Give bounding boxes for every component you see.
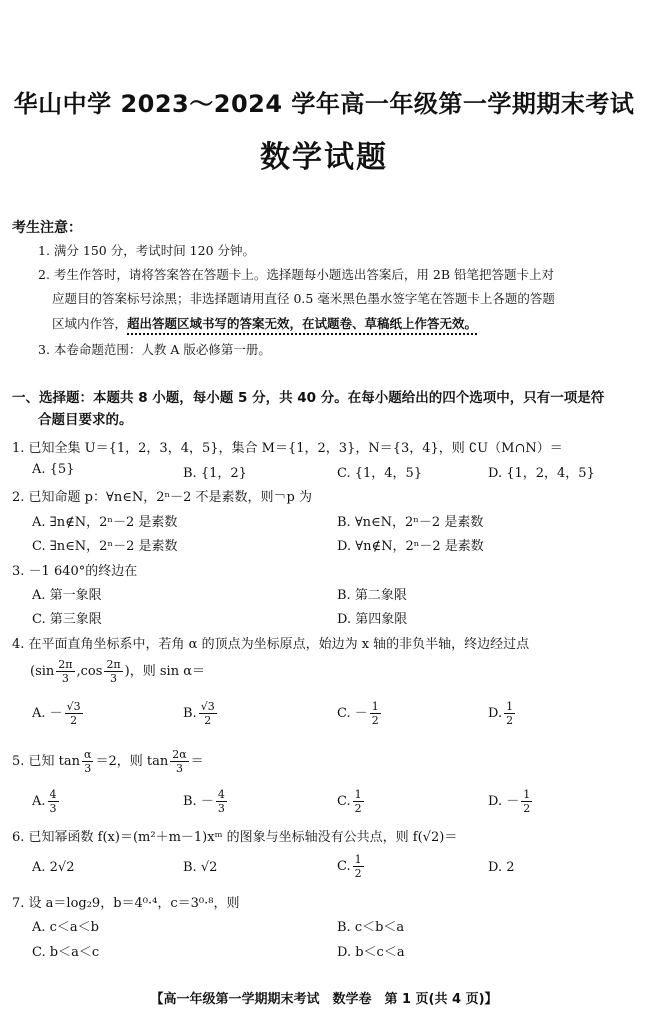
fraction-denominator: 2 [70, 714, 78, 727]
option-prefix: A. [32, 794, 46, 809]
notice-item-2-line-1: 2. 考生作答时，请将答案答在答题卡上。选择题每小题选出答案后，用 2B 铅笔把答题卡上对 [38, 267, 554, 282]
fraction-denominator: 3 [110, 672, 118, 685]
notice-item-3: 3. 本卷命题范围：人教 A 版必修第一册。 [38, 342, 271, 357]
question-7-option-b: B. c＜b＜a [337, 920, 405, 935]
option-prefix: C. [337, 859, 351, 874]
section-heading [12, 387, 638, 431]
question-2-option-b: B. ∀n∈N，2ⁿ－2 是素数 [337, 515, 484, 530]
question-5-option-d [488, 788, 534, 815]
notice-item-1: 1. 满分 150 分，考试时间 120 分钟。 [38, 243, 256, 258]
option-prefix: D. [488, 706, 503, 721]
question-4-stem: 4. 在平面直角坐标系中，若角 α 的顶点为坐标原点，始边为 x 轴的非负半轴，终边经过点 [12, 637, 530, 652]
question-3-option-b: B. 第二象限 [337, 588, 407, 603]
question-4-option-d [488, 700, 517, 727]
fraction-denominator: 3 [49, 802, 57, 815]
section-heading-line-1: 一、选择题：本题共 8 小题，每小题 5 分，共 40 分。在每小题给出的四个选项中，只有一项是符 [12, 390, 605, 406]
exam-title: 华山中学 2023～2024 学年高一年级第一学期期末考试 [13, 90, 635, 118]
fraction-numerator: 2π [106, 658, 121, 671]
fraction-denominator: 3 [217, 802, 225, 815]
question-1-option-c: C. {1，4，5} [337, 466, 423, 481]
fraction-numerator: √3 [200, 700, 215, 713]
question-5-option-a [32, 788, 61, 815]
fraction-denominator: 2 [354, 802, 362, 815]
question-6-option-b: B. √2 [183, 860, 218, 875]
fraction-numerator: 2π [58, 658, 73, 671]
option-fraction [48, 788, 59, 815]
option-prefix: A. － [32, 706, 63, 721]
notice-heading: 考生注意： [12, 220, 82, 236]
question-7-stem: 7. 设 a＝log₂9，b＝4⁰·⁴，c＝3⁰·⁸，则 [12, 896, 240, 911]
question-5-fraction-2 [170, 748, 188, 775]
fraction-numerator: 2α [172, 748, 187, 761]
option-fraction [353, 788, 364, 815]
fraction-numerator: 1 [523, 788, 531, 801]
fraction-numerator: 4 [217, 788, 225, 801]
question-2-option-c: C. ∃n∈N，2ⁿ－2 是素数 [32, 539, 178, 554]
question-5-fraction-1 [82, 748, 93, 775]
question-4-tail-text: )，则 sin α＝ [124, 664, 205, 679]
question-3-option-c: C. 第三象限 [32, 612, 102, 627]
question-4-sin-text: (sin [30, 664, 55, 679]
question-2-option-a: A. ∃n∉N，2ⁿ－2 是素数 [32, 515, 178, 530]
option-fraction [521, 788, 532, 815]
question-5-text-3: ＝ [190, 754, 204, 769]
option-prefix: D. － [488, 794, 520, 809]
section-heading-line-2: 合题目要求的。 [38, 412, 133, 428]
question-1-option-d: D. {1，2，4，5} [488, 466, 595, 481]
option-fraction [65, 700, 83, 727]
option-prefix: B. － [183, 794, 214, 809]
question-6-stem: 6. 已知幂函数 f(x)＝(m²＋m－1)xᵐ 的图象与坐标轴没有公共点，则 f(√2)＝ [12, 830, 458, 845]
question-4-option-b [183, 700, 219, 727]
option-prefix: B. [183, 706, 197, 721]
option-prefix: C. [337, 794, 351, 809]
question-6-option-a: A. 2√2 [32, 860, 75, 875]
question-1-option-a: A. {5} [32, 462, 75, 477]
fraction-numerator: 1 [506, 700, 514, 713]
question-6-option-c [337, 853, 366, 880]
fraction-denominator: 3 [61, 672, 69, 685]
fraction-denominator: 3 [175, 762, 183, 775]
fraction-denominator: 2 [354, 867, 362, 880]
notice-item-2-text: 区域内作答， [52, 316, 128, 331]
question-3-option-a: A. 第一象限 [32, 588, 102, 603]
question-5-text-2: ＝2，则 tan [95, 754, 169, 769]
question-4-cos-text: ,cos [76, 664, 103, 679]
question-5-text-1: 5. 已知 tan [12, 754, 81, 769]
fraction-denominator: 2 [506, 714, 514, 727]
exam-subtitle: 数学试题 [260, 140, 388, 175]
question-5-stem [12, 748, 642, 775]
question-4-option-c [337, 700, 383, 727]
notice-block [12, 217, 642, 239]
question-1-option-b: B. {1，2} [183, 466, 247, 481]
question-5-option-b [183, 788, 229, 815]
page-footer: 【高一年级第一学期期末考试 数学卷 第 1 页(共 4 页)】 [150, 992, 498, 1007]
notice-item-2-line-3 [52, 313, 632, 335]
fraction-denominator: 3 [84, 762, 92, 775]
question-3-stem: 3. －1 640°的终边在 [12, 564, 138, 579]
fraction-numerator: 1 [371, 700, 379, 713]
option-fraction [353, 853, 364, 880]
fraction-numerator: α [84, 748, 92, 761]
fraction-denominator: 2 [204, 714, 212, 727]
fraction-numerator: 1 [354, 853, 362, 866]
option-prefix: C. － [337, 706, 368, 721]
option-fraction [199, 700, 217, 727]
option-fraction [370, 700, 381, 727]
question-4-stem-line-2 [30, 658, 648, 685]
question-3-option-d: D. 第四象限 [337, 612, 408, 627]
question-7-option-d: D. b＜c＜a [337, 945, 405, 960]
fraction-numerator: 4 [49, 788, 57, 801]
option-fraction [216, 788, 227, 815]
question-6-option-d: D. 2 [488, 860, 515, 875]
question-4-fraction-1 [56, 658, 74, 685]
fraction-numerator: √3 [66, 700, 81, 713]
fraction-denominator: 2 [523, 802, 531, 815]
option-fraction [504, 700, 515, 727]
question-7-option-a: A. c＜a＜b [32, 920, 100, 935]
question-4-option-a [32, 700, 85, 727]
question-4-fraction-2 [104, 658, 122, 685]
fraction-denominator: 2 [371, 714, 379, 727]
question-7-option-c: C. b＜a＜c [32, 945, 100, 960]
fraction-numerator: 1 [354, 788, 362, 801]
notice-item-2-line-2: 应题目的答案标号涂黑；非选择题请用直径 0.5 毫米黑色墨水签字笔在答题卡上各题的答题 [52, 291, 555, 306]
question-2-stem: 2. 已知命题 p：∀n∈N，2ⁿ－2 不是素数，则￢p 为 [12, 490, 312, 505]
question-5-option-c [337, 788, 366, 815]
question-1-stem: 1. 已知全集 U＝{1，2，3，4，5}，集合 M＝{1，2，3}，N＝{3，4}，则 ∁U（M∩N）＝ [12, 441, 563, 456]
notice-item-2-emphasis: 超出答题区域书写的答案无效，在试题卷、草稿纸上作答无效。 [127, 316, 478, 331]
question-2-option-d: D. ∀n∉N，2ⁿ－2 是素数 [337, 539, 484, 554]
